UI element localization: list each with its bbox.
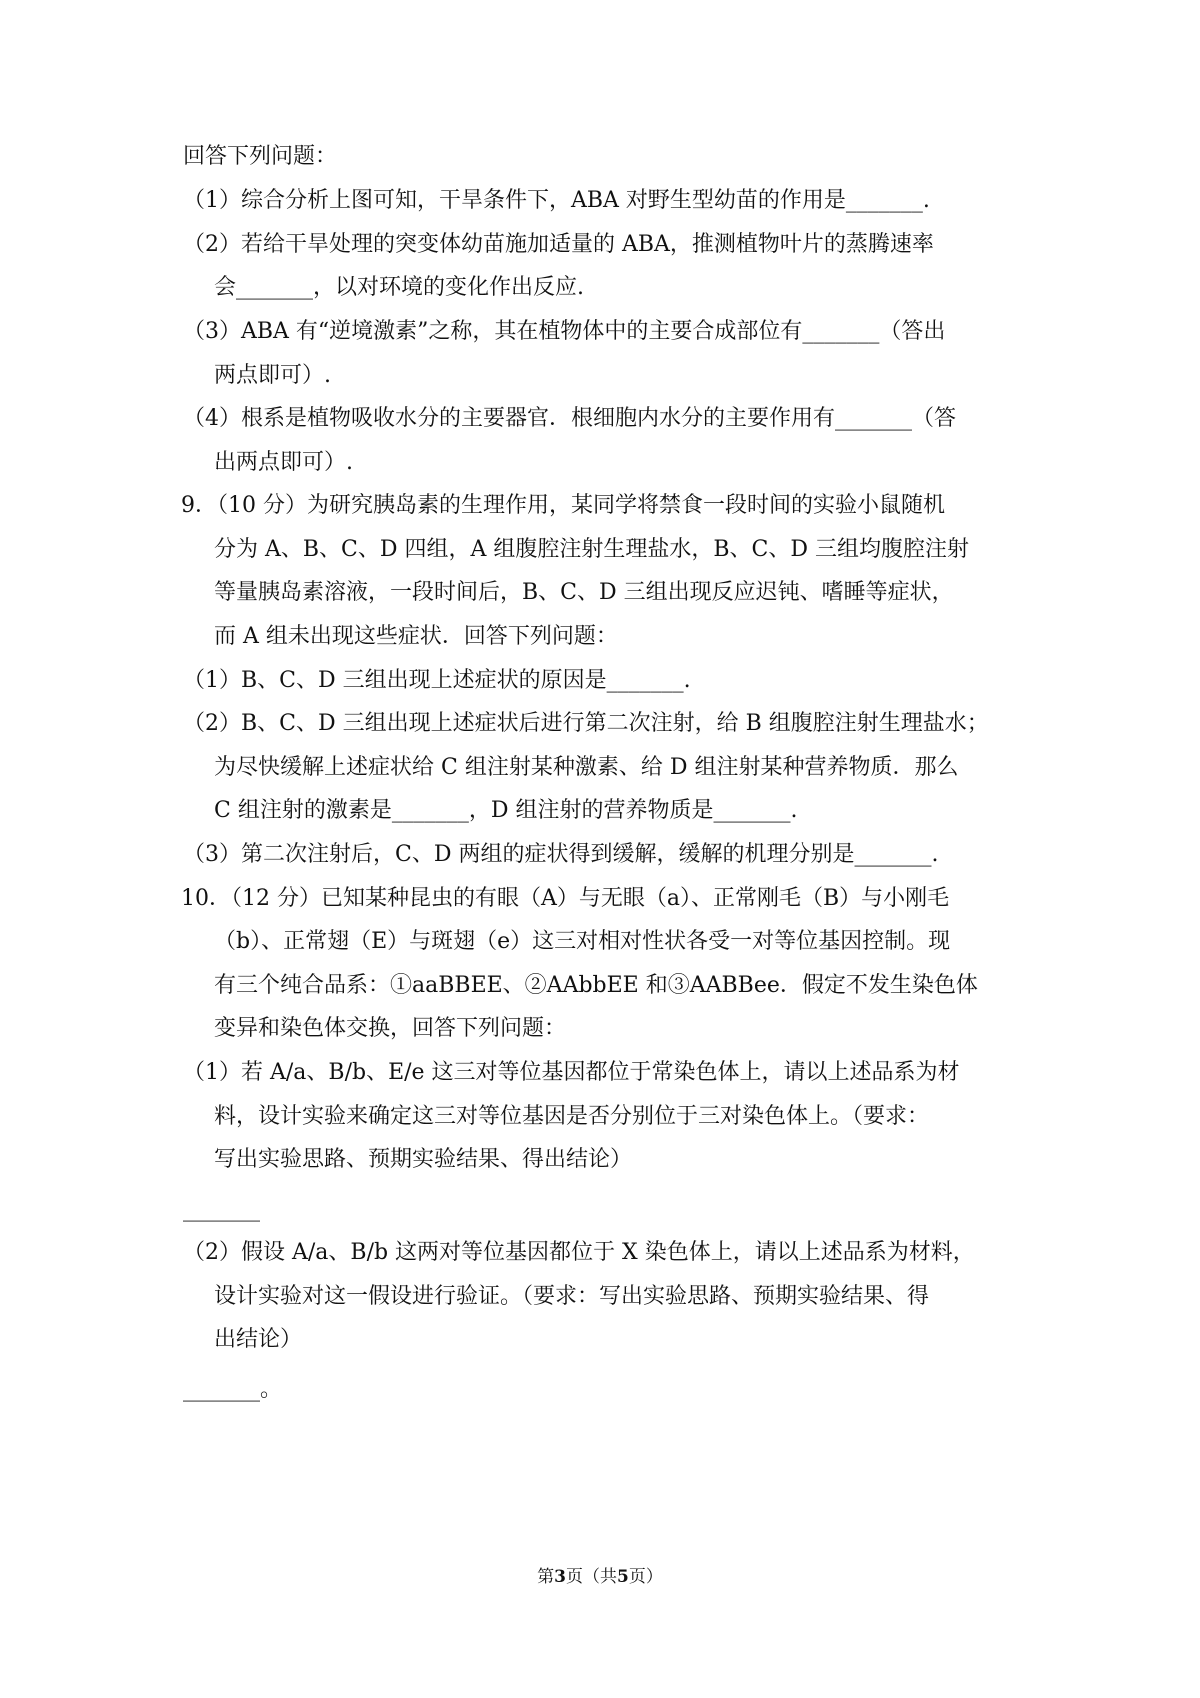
q9-stem-line4: 而 A 组未出现这些症状．回答下列问题： xyxy=(214,624,618,649)
q8-part2-line2: 会_______，以对环境的变化作出反应. xyxy=(214,275,584,300)
footer-middle: 页（共 xyxy=(566,1567,617,1587)
footer-suffix: 页） xyxy=(628,1567,663,1587)
q8-part4-line1: （4）根系是植物吸收水分的主要器官．根细胞内水分的主要作用有_______（答 xyxy=(183,406,956,431)
q9-stem-line2: 分为 A、B、C、D 四组，A 组腹腔注射生理盐水，B、C、D 三组均腹腔注射 xyxy=(214,537,970,562)
q8-part3-line1: （3）ABA 有“逆境激素”之称，其在植物体中的主要合成部位有_______（答出 xyxy=(183,319,946,344)
q8-part1: （1）综合分析上图可知，干旱条件下，ABA 对野生型幼苗的作用是_______. xyxy=(183,188,930,213)
footer-prefix: 第 xyxy=(537,1567,555,1587)
q10-stem-line1: 10．（12 分）已知某种昆虫的有眼（A）与无眼（a）、正常刚毛（B）与小刚毛 xyxy=(181,886,950,911)
answer-blank-1: _______ xyxy=(183,1197,260,1222)
q10-stem-line2: （b）、正常翅（E）与斑翅（e）这三对相对性状各受一对等位基因控制。现 xyxy=(214,929,951,954)
q9-stem-line1: 9．（10 分）为研究胰岛素的生理作用，某同学将禁食一段时间的实验小鼠随机 xyxy=(181,493,945,518)
q10-part1-line1: （1）若 A/a、B/b、E/e 这三对等位基因都位于常染色体上，请以上述品系为材 xyxy=(183,1060,960,1085)
q8-part4-line2: 出两点即可）. xyxy=(214,450,353,475)
q9-part2-line1: （2）B、C、D 三组出现上述症状后进行第二次注射，给 B 组腹腔注射生理盐水； xyxy=(183,711,989,736)
q10-part2-line2: 设计实验对这一假设进行验证。（要求：写出实验思路、预期实验结果、得 xyxy=(214,1284,930,1309)
q9-part2-line2: 为尽快缓解上述症状给 C 组注射某种激素、给 D 组注射某种营养物质．那么 xyxy=(214,755,959,780)
answer-blank-2: _______。 xyxy=(183,1377,283,1402)
q9-stem-line3: 等量胰岛素溶液，一段时间后，B、C、D 三组出现反应迟钝、嗜睡等症状， xyxy=(214,580,954,605)
q10-part1-line3: 写出实验思路、预期实验结果、得出结论） xyxy=(214,1147,633,1172)
q9-part3: （3）第二次注射后，C、D 两组的症状得到缓解，缓解的机理分别是_______. xyxy=(183,842,939,867)
intro-text: 回答下列问题： xyxy=(183,144,338,169)
q10-part1-line2: 料，设计实验来确定这三对等位基因是否分别位于三对染色体上。（要求： xyxy=(214,1104,930,1129)
q10-stem-line4: 变异和染色体交换，回答下列问题： xyxy=(214,1016,567,1041)
q9-part2-line3: C 组注射的激素是_______，D 组注射的营养物质是_______. xyxy=(214,798,798,823)
q10-part2-line1: （2）假设 A/a、B/b 这两对等位基因都位于 X 染色体上，请以上述品系为材料， xyxy=(183,1240,975,1265)
q9-part1: （1）B、C、D 三组出现上述症状的原因是_______. xyxy=(183,668,691,693)
q8-part2-line1: （2）若给干旱处理的突变体幼苗施加适量的 ABA，推测植物叶片的蒸腾速率 xyxy=(183,232,934,257)
q10-part2-line3: 出结论） xyxy=(214,1327,303,1352)
page-footer xyxy=(0,1565,1200,1589)
q10-stem-line3: 有三个纯合品系：①aaBBEE、②AAbbEE 和③AABBee．假定不发生染色体 xyxy=(214,973,978,998)
footer-total-pages: 5 xyxy=(617,1567,629,1587)
q8-part3-line2: 两点即可）. xyxy=(214,363,331,388)
footer-page-number: 3 xyxy=(554,1567,566,1587)
